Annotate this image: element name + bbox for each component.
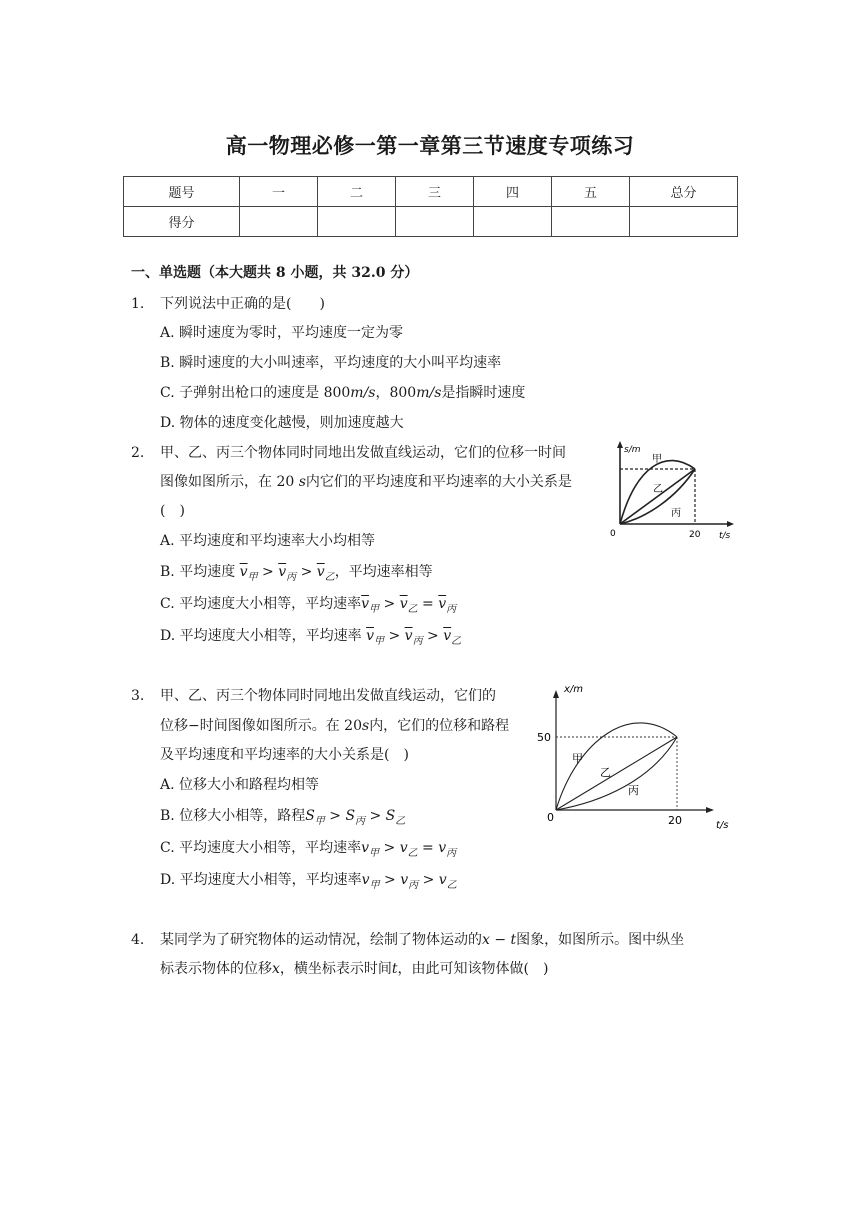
- question-stem: 标表示物体的位移x，横坐标表示时间t，由此可知该物体做( ): [160, 961, 549, 977]
- graph-ytick: 50: [537, 731, 551, 744]
- question-number: 2.: [131, 445, 145, 461]
- question-number: 3.: [131, 688, 145, 704]
- option-a[interactable]: A. 位移大小和路程均相等: [160, 777, 320, 793]
- q3-graph: [532, 680, 738, 830]
- section-heading: 一、单选题（本大题共 8 小题，共 32.0 分）: [131, 265, 419, 281]
- score-cell: 四: [474, 177, 552, 207]
- curve-label: 丙: [671, 508, 681, 519]
- question-number: 1.: [131, 296, 145, 312]
- option-b[interactable]: B. 平均速度 $\overline{v}_甲 > \overline{v}_丙 > \overline{v}_乙$，平均速率相等: [160, 564, 433, 583]
- graph-origin: 0: [610, 529, 616, 539]
- option-c[interactable]: C. 子弹射出枪口的速度是 800m/s，800m/s是指瞬时速度: [160, 385, 526, 401]
- score-cell: 二: [318, 177, 396, 207]
- score-input-cell[interactable]: [474, 207, 552, 237]
- curve-label: 丙: [628, 784, 639, 797]
- curve-label: 甲: [652, 454, 662, 465]
- graph-xlabel: t/s: [716, 820, 729, 830]
- page-title: 高一物理必修一第一章第三节速度专项练习: [225, 134, 635, 158]
- option-b[interactable]: B. 瞬时速度的大小叫速率，平均速度的大小叫平均速率: [160, 355, 502, 371]
- score-cell: 三: [396, 177, 474, 207]
- question-stem: 下列说法中正确的是( ): [160, 296, 325, 312]
- question-stem: 图像如图所示，在 20 s内它们的平均速度和平均速率的大小关系是: [160, 474, 572, 490]
- option-a[interactable]: A. 平均速度和平均速率大小均相等: [160, 533, 376, 549]
- score-input-cell[interactable]: [318, 207, 396, 237]
- score-input-cell[interactable]: [552, 207, 630, 237]
- graph-origin: 0: [547, 811, 554, 824]
- score-cell: 五: [552, 177, 630, 207]
- graph-ylabel: s/m: [624, 445, 641, 455]
- option-a[interactable]: A. 瞬时速度为零时，平均速度一定为零: [160, 325, 404, 341]
- score-input-cell[interactable]: [396, 207, 474, 237]
- score-table-header-row: [124, 177, 738, 207]
- score-cell: 题号: [124, 177, 240, 207]
- score-cell: 总分: [630, 177, 738, 207]
- score-table: [123, 176, 738, 237]
- graph-xlabel: t/s: [719, 531, 731, 541]
- option-d[interactable]: D. 物体的速度变化越慢，则加速度越大: [160, 415, 404, 431]
- curve-label: 乙: [653, 484, 663, 495]
- question-stem: 甲、乙、丙三个物体同时同地出发做直线运动，它们的: [160, 688, 496, 704]
- q2-graph: [606, 438, 740, 542]
- score-input-cell[interactable]: [630, 207, 738, 237]
- score-input-cell[interactable]: [240, 207, 318, 237]
- graph-ylabel: x/m: [564, 684, 584, 695]
- option-b[interactable]: B. 位移大小相等，路程$S_甲 > S_丙 > S_乙$: [160, 808, 406, 827]
- question-stem: 某同学为了研究物体的运动情况，绘制了物体运动的x − t图象，如图所示。图中纵坐: [160, 932, 685, 948]
- curve-label: 甲: [572, 752, 583, 765]
- question-number: 4.: [131, 932, 145, 948]
- graph-xtick: 20: [689, 530, 701, 540]
- question-stem: 位移−时间图像如图所示。在 20s内，它们的位移和路程: [160, 718, 510, 734]
- score-row-label: 得分: [124, 207, 240, 237]
- question-stem: 甲、乙、丙三个物体同时同地出发做直线运动，它们的位移一时间: [160, 445, 566, 461]
- option-d[interactable]: D. 平均速度大小相等，平均速率 $\overline{v}_甲 > \overline{v}_丙 > \overline{v}_乙$: [160, 628, 462, 647]
- score-table-row: [124, 207, 738, 237]
- option-c[interactable]: C. 平均速度大小相等，平均速率$v_甲 > v_乙 = v_丙$: [160, 840, 457, 859]
- question-stem: ( ): [160, 503, 185, 519]
- option-d[interactable]: D. 平均速度大小相等，平均速率$v_甲 > v_丙 > v_乙$: [160, 872, 457, 891]
- graph-xtick: 20: [668, 814, 682, 827]
- option-c[interactable]: C. 平均速度大小相等，平均速率$\overline{v}_甲 > \overline{v}_乙 = \overline{v}_丙$: [160, 596, 457, 615]
- curve-label: 乙: [600, 766, 611, 779]
- question-stem: 及平均速度和平均速率的大小关系是( ): [160, 747, 409, 763]
- score-cell: 一: [240, 177, 318, 207]
